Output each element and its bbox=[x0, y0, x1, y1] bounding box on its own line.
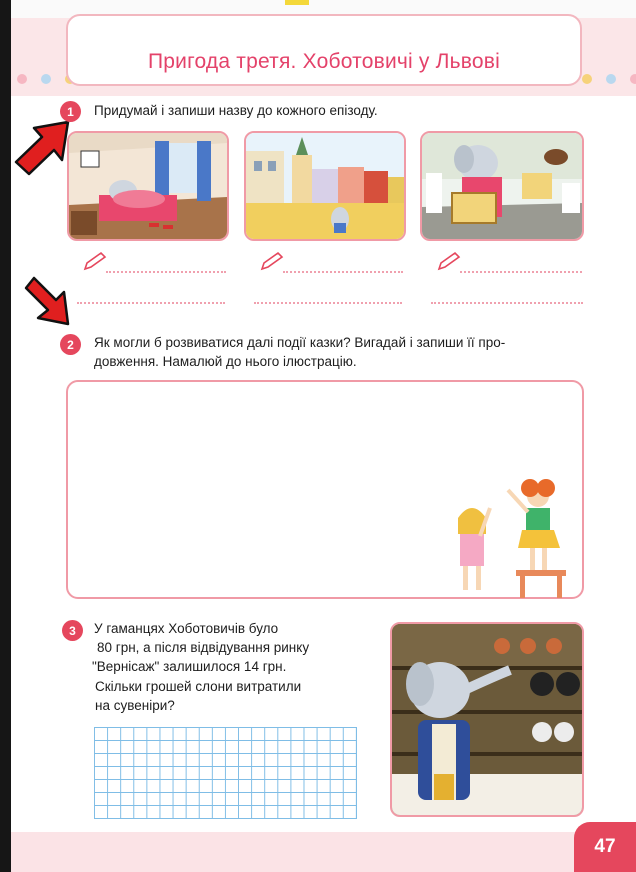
task-number-badge: 1 bbox=[60, 101, 81, 122]
girls-drawing-illustration bbox=[438, 478, 580, 600]
task-2-text-line2: довження. Намалюй до нього ілюстрацію. bbox=[94, 354, 357, 369]
task-3-text-line4: Скільки грошей слони витратили bbox=[95, 679, 302, 694]
answer-line[interactable] bbox=[283, 271, 403, 273]
elephant-market-illustration bbox=[390, 622, 584, 817]
drawing-area[interactable] bbox=[66, 380, 584, 599]
answer-line[interactable] bbox=[77, 302, 225, 304]
footer-band bbox=[11, 832, 636, 872]
answer-line[interactable] bbox=[106, 271, 226, 273]
answer-grid[interactable] bbox=[94, 727, 357, 819]
task-2-text-line1: Як могли б розвиватися далі події казки? Вигадай і запиши її про- bbox=[94, 335, 506, 350]
page-number: 47 bbox=[574, 822, 636, 872]
answer-line[interactable] bbox=[460, 271, 582, 273]
header-dots-right bbox=[582, 73, 636, 85]
market-illustration bbox=[420, 131, 584, 241]
answer-line[interactable] bbox=[431, 302, 583, 304]
task-3-text-line2: 80 грн, а після відвідування ринку bbox=[97, 640, 310, 655]
red-arrow-icon bbox=[12, 116, 72, 178]
task-3-text-line1: У гаманцях Хоботовичів було bbox=[94, 621, 279, 636]
pencil-icon bbox=[437, 251, 461, 271]
task-3-text-line5: на сувеніри? bbox=[95, 698, 175, 713]
task-number-badge: 3 bbox=[62, 620, 83, 641]
task-3-text-line3: "Вернісаж" залишилося 14 грн. bbox=[92, 659, 287, 674]
task-1-text: Придумай і запиши назву до кожного епізоду. bbox=[94, 103, 378, 118]
left-edge-strip bbox=[0, 0, 11, 872]
answer-line[interactable] bbox=[254, 302, 402, 304]
red-arrow-icon bbox=[24, 274, 76, 328]
page-title: Пригода третя. Хоботовичі у Львові bbox=[148, 50, 500, 73]
bedroom-illustration bbox=[67, 131, 229, 241]
title-box bbox=[66, 14, 582, 86]
top-bookmark-tab bbox=[285, 0, 309, 5]
task-number-badge: 2 bbox=[60, 334, 81, 355]
pencil-icon bbox=[260, 251, 284, 271]
pencil-icon bbox=[83, 251, 107, 271]
lviv-square-illustration bbox=[244, 131, 406, 241]
